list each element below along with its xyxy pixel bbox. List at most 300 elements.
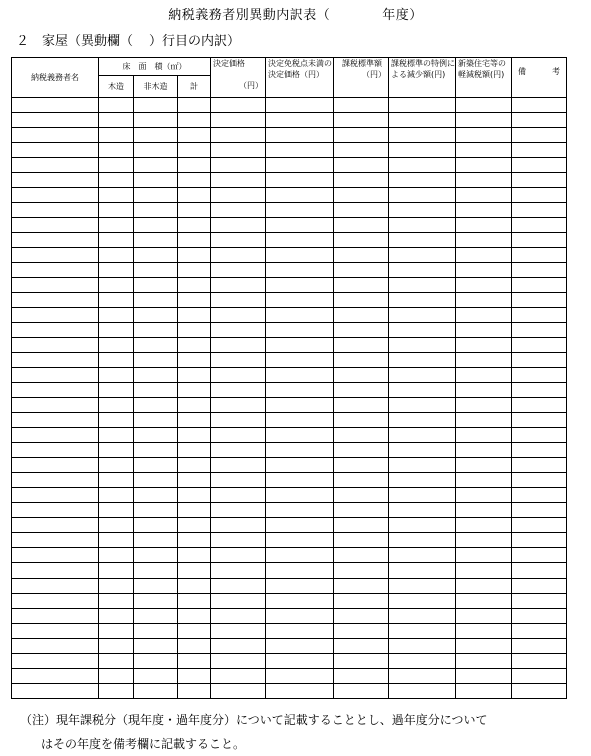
table-cell[interactable] (178, 638, 211, 653)
table-cell[interactable] (389, 218, 456, 233)
table-cell[interactable] (266, 683, 334, 698)
table-cell[interactable] (211, 473, 266, 488)
table-cell[interactable] (99, 263, 134, 278)
table-cell[interactable] (178, 218, 211, 233)
table-cell[interactable] (334, 638, 389, 653)
table-cell[interactable] (456, 323, 512, 338)
table-cell[interactable] (334, 383, 389, 398)
table-cell[interactable] (389, 533, 456, 548)
table-cell[interactable] (12, 323, 99, 338)
table-cell[interactable] (266, 308, 334, 323)
table-cell[interactable] (134, 188, 178, 203)
table-cell[interactable] (178, 173, 211, 188)
table-cell[interactable] (456, 428, 512, 443)
table-cell[interactable] (389, 473, 456, 488)
table-cell[interactable] (134, 98, 178, 113)
table-cell[interactable] (134, 638, 178, 653)
table-cell[interactable] (134, 518, 178, 533)
table-cell[interactable] (134, 488, 178, 503)
table-cell[interactable] (266, 353, 334, 368)
table-cell[interactable] (12, 173, 99, 188)
table-cell[interactable] (134, 143, 178, 158)
table-cell[interactable] (12, 203, 99, 218)
table-cell[interactable] (456, 398, 512, 413)
table-cell[interactable] (266, 128, 334, 143)
table-cell[interactable] (178, 413, 211, 428)
table-cell[interactable] (334, 593, 389, 608)
table-cell[interactable] (99, 113, 134, 128)
table-cell[interactable] (12, 443, 99, 458)
table-cell[interactable] (12, 218, 99, 233)
table-cell[interactable] (178, 293, 211, 308)
table-cell[interactable] (99, 143, 134, 158)
table-cell[interactable] (211, 623, 266, 638)
table-cell[interactable] (134, 503, 178, 518)
table-cell[interactable] (12, 143, 99, 158)
table-cell[interactable] (99, 533, 134, 548)
table-cell[interactable] (211, 278, 266, 293)
table-cell[interactable] (512, 458, 567, 473)
table-cell[interactable] (99, 608, 134, 623)
table-cell[interactable] (266, 203, 334, 218)
table-cell[interactable] (456, 518, 512, 533)
table-cell[interactable] (456, 668, 512, 683)
table-cell[interactable] (334, 203, 389, 218)
table-cell[interactable] (134, 323, 178, 338)
table-cell[interactable] (389, 98, 456, 113)
table-cell[interactable] (266, 488, 334, 503)
table-cell[interactable] (456, 203, 512, 218)
table-cell[interactable] (512, 98, 567, 113)
table-cell[interactable] (389, 488, 456, 503)
table-cell[interactable] (512, 563, 567, 578)
table-cell[interactable] (12, 188, 99, 203)
table-cell[interactable] (99, 413, 134, 428)
table-cell[interactable] (99, 353, 134, 368)
table-cell[interactable] (12, 413, 99, 428)
table-cell[interactable] (512, 398, 567, 413)
table-cell[interactable] (178, 518, 211, 533)
table-cell[interactable] (389, 338, 456, 353)
table-cell[interactable] (456, 638, 512, 653)
table-cell[interactable] (211, 683, 266, 698)
table-cell[interactable] (211, 203, 266, 218)
table-cell[interactable] (178, 623, 211, 638)
table-cell[interactable] (134, 623, 178, 638)
table-cell[interactable] (134, 113, 178, 128)
table-cell[interactable] (334, 533, 389, 548)
table-cell[interactable] (266, 338, 334, 353)
table-cell[interactable] (178, 323, 211, 338)
table-cell[interactable] (178, 368, 211, 383)
table-cell[interactable] (12, 458, 99, 473)
table-cell[interactable] (99, 653, 134, 668)
table-cell[interactable] (334, 263, 389, 278)
table-cell[interactable] (266, 608, 334, 623)
table-cell[interactable] (134, 248, 178, 263)
table-cell[interactable] (334, 143, 389, 158)
table-cell[interactable] (512, 173, 567, 188)
table-cell[interactable] (266, 188, 334, 203)
table-cell[interactable] (266, 218, 334, 233)
table-cell[interactable] (334, 608, 389, 623)
table-cell[interactable] (456, 383, 512, 398)
table-cell[interactable] (389, 428, 456, 443)
table-cell[interactable] (456, 113, 512, 128)
table-cell[interactable] (456, 488, 512, 503)
table-cell[interactable] (334, 668, 389, 683)
table-cell[interactable] (178, 308, 211, 323)
table-cell[interactable] (512, 263, 567, 278)
table-cell[interactable] (389, 233, 456, 248)
table-cell[interactable] (134, 308, 178, 323)
table-cell[interactable] (12, 128, 99, 143)
table-cell[interactable] (12, 338, 99, 353)
table-cell[interactable] (178, 488, 211, 503)
table-cell[interactable] (266, 248, 334, 263)
table-cell[interactable] (12, 278, 99, 293)
table-cell[interactable] (456, 128, 512, 143)
table-cell[interactable] (178, 203, 211, 218)
table-cell[interactable] (12, 518, 99, 533)
table-cell[interactable] (512, 518, 567, 533)
table-cell[interactable] (389, 623, 456, 638)
table-cell[interactable] (512, 578, 567, 593)
table-cell[interactable] (389, 248, 456, 263)
table-cell[interactable] (389, 278, 456, 293)
table-cell[interactable] (512, 548, 567, 563)
table-cell[interactable] (178, 113, 211, 128)
table-cell[interactable] (211, 518, 266, 533)
table-cell[interactable] (334, 488, 389, 503)
table-cell[interactable] (456, 473, 512, 488)
table-cell[interactable] (456, 233, 512, 248)
table-cell[interactable] (134, 293, 178, 308)
table-cell[interactable] (12, 98, 99, 113)
table-cell[interactable] (389, 563, 456, 578)
table-cell[interactable] (266, 563, 334, 578)
table-cell[interactable] (512, 608, 567, 623)
table-cell[interactable] (334, 353, 389, 368)
table-cell[interactable] (512, 308, 567, 323)
table-cell[interactable] (266, 428, 334, 443)
table-cell[interactable] (134, 128, 178, 143)
table-cell[interactable] (211, 443, 266, 458)
table-cell[interactable] (178, 158, 211, 173)
table-cell[interactable] (334, 173, 389, 188)
table-cell[interactable] (456, 413, 512, 428)
table-cell[interactable] (211, 578, 266, 593)
table-cell[interactable] (512, 683, 567, 698)
table-cell[interactable] (334, 398, 389, 413)
table-cell[interactable] (211, 653, 266, 668)
table-cell[interactable] (456, 503, 512, 518)
table-cell[interactable] (12, 563, 99, 578)
table-cell[interactable] (134, 383, 178, 398)
table-cell[interactable] (266, 143, 334, 158)
table-cell[interactable] (211, 233, 266, 248)
table-cell[interactable] (178, 188, 211, 203)
table-cell[interactable] (456, 623, 512, 638)
table-cell[interactable] (512, 323, 567, 338)
table-cell[interactable] (211, 293, 266, 308)
table-cell[interactable] (178, 608, 211, 623)
table-cell[interactable] (211, 218, 266, 233)
table-cell[interactable] (456, 533, 512, 548)
table-cell[interactable] (134, 338, 178, 353)
table-cell[interactable] (178, 248, 211, 263)
table-cell[interactable] (211, 143, 266, 158)
table-cell[interactable] (266, 473, 334, 488)
table-cell[interactable] (389, 113, 456, 128)
table-cell[interactable] (12, 578, 99, 593)
table-cell[interactable] (334, 578, 389, 593)
table-cell[interactable] (178, 338, 211, 353)
table-cell[interactable] (334, 548, 389, 563)
table-cell[interactable] (178, 143, 211, 158)
table-cell[interactable] (334, 248, 389, 263)
table-cell[interactable] (134, 563, 178, 578)
table-cell[interactable] (334, 98, 389, 113)
table-cell[interactable] (389, 638, 456, 653)
table-cell[interactable] (178, 383, 211, 398)
table-cell[interactable] (456, 458, 512, 473)
table-cell[interactable] (211, 428, 266, 443)
table-cell[interactable] (99, 128, 134, 143)
table-cell[interactable] (512, 338, 567, 353)
table-cell[interactable] (266, 293, 334, 308)
table-cell[interactable] (134, 548, 178, 563)
table-cell[interactable] (456, 308, 512, 323)
table-cell[interactable] (12, 308, 99, 323)
table-cell[interactable] (512, 368, 567, 383)
table-cell[interactable] (334, 233, 389, 248)
table-cell[interactable] (99, 323, 134, 338)
table-cell[interactable] (134, 353, 178, 368)
table-cell[interactable] (99, 173, 134, 188)
table-cell[interactable] (334, 113, 389, 128)
table-cell[interactable] (12, 638, 99, 653)
table-cell[interactable] (99, 623, 134, 638)
table-cell[interactable] (12, 428, 99, 443)
table-cell[interactable] (389, 578, 456, 593)
table-cell[interactable] (389, 158, 456, 173)
table-cell[interactable] (389, 188, 456, 203)
table-cell[interactable] (456, 143, 512, 158)
table-cell[interactable] (99, 578, 134, 593)
table-cell[interactable] (211, 173, 266, 188)
table-cell[interactable] (99, 233, 134, 248)
table-cell[interactable] (211, 668, 266, 683)
table-cell[interactable] (211, 398, 266, 413)
table-cell[interactable] (99, 668, 134, 683)
table-cell[interactable] (99, 548, 134, 563)
table-cell[interactable] (178, 593, 211, 608)
table-cell[interactable] (12, 533, 99, 548)
table-cell[interactable] (456, 293, 512, 308)
table-cell[interactable] (456, 338, 512, 353)
table-cell[interactable] (211, 533, 266, 548)
table-cell[interactable] (12, 353, 99, 368)
table-cell[interactable] (389, 128, 456, 143)
table-cell[interactable] (99, 428, 134, 443)
table-cell[interactable] (512, 473, 567, 488)
table-cell[interactable] (456, 98, 512, 113)
table-cell[interactable] (456, 368, 512, 383)
table-cell[interactable] (266, 578, 334, 593)
table-cell[interactable] (99, 383, 134, 398)
table-cell[interactable] (266, 158, 334, 173)
table-cell[interactable] (134, 413, 178, 428)
table-cell[interactable] (456, 173, 512, 188)
table-cell[interactable] (211, 638, 266, 653)
table-cell[interactable] (12, 233, 99, 248)
table-cell[interactable] (99, 443, 134, 458)
table-cell[interactable] (211, 413, 266, 428)
table-cell[interactable] (12, 548, 99, 563)
table-cell[interactable] (512, 668, 567, 683)
table-cell[interactable] (12, 593, 99, 608)
table-cell[interactable] (211, 113, 266, 128)
table-cell[interactable] (99, 248, 134, 263)
table-cell[interactable] (12, 158, 99, 173)
table-cell[interactable] (211, 98, 266, 113)
table-cell[interactable] (12, 263, 99, 278)
table-cell[interactable] (389, 458, 456, 473)
table-cell[interactable] (12, 623, 99, 638)
table-cell[interactable] (178, 548, 211, 563)
table-cell[interactable] (211, 248, 266, 263)
table-cell[interactable] (178, 578, 211, 593)
table-cell[interactable] (389, 413, 456, 428)
table-cell[interactable] (178, 278, 211, 293)
table-cell[interactable] (99, 98, 134, 113)
table-cell[interactable] (334, 293, 389, 308)
table-cell[interactable] (178, 458, 211, 473)
table-cell[interactable] (512, 233, 567, 248)
table-cell[interactable] (99, 503, 134, 518)
table-cell[interactable] (512, 638, 567, 653)
table-cell[interactable] (211, 458, 266, 473)
table-cell[interactable] (456, 593, 512, 608)
table-cell[interactable] (389, 203, 456, 218)
table-cell[interactable] (178, 503, 211, 518)
table-cell[interactable] (334, 368, 389, 383)
table-cell[interactable] (456, 443, 512, 458)
table-cell[interactable] (211, 308, 266, 323)
table-cell[interactable] (134, 683, 178, 698)
table-cell[interactable] (134, 368, 178, 383)
table-cell[interactable] (334, 338, 389, 353)
table-cell[interactable] (211, 158, 266, 173)
table-cell[interactable] (389, 368, 456, 383)
table-cell[interactable] (134, 263, 178, 278)
table-cell[interactable] (456, 563, 512, 578)
table-cell[interactable] (266, 668, 334, 683)
table-cell[interactable] (456, 683, 512, 698)
table-cell[interactable] (266, 398, 334, 413)
table-cell[interactable] (211, 128, 266, 143)
table-cell[interactable] (178, 683, 211, 698)
table-cell[interactable] (334, 218, 389, 233)
table-cell[interactable] (456, 353, 512, 368)
table-cell[interactable] (134, 398, 178, 413)
table-cell[interactable] (12, 683, 99, 698)
table-cell[interactable] (12, 473, 99, 488)
table-cell[interactable] (211, 188, 266, 203)
table-cell[interactable] (178, 653, 211, 668)
table-cell[interactable] (266, 653, 334, 668)
table-cell[interactable] (178, 473, 211, 488)
table-cell[interactable] (512, 218, 567, 233)
table-cell[interactable] (389, 608, 456, 623)
table-cell[interactable] (134, 158, 178, 173)
table-cell[interactable] (389, 143, 456, 158)
table-cell[interactable] (211, 338, 266, 353)
table-cell[interactable] (266, 533, 334, 548)
table-cell[interactable] (12, 398, 99, 413)
table-cell[interactable] (334, 683, 389, 698)
table-cell[interactable] (389, 503, 456, 518)
table-cell[interactable] (99, 638, 134, 653)
table-cell[interactable] (99, 473, 134, 488)
table-cell[interactable] (12, 608, 99, 623)
table-cell[interactable] (211, 383, 266, 398)
table-cell[interactable] (334, 428, 389, 443)
table-cell[interactable] (334, 563, 389, 578)
table-cell[interactable] (266, 458, 334, 473)
table-cell[interactable] (389, 173, 456, 188)
table-cell[interactable] (134, 278, 178, 293)
table-cell[interactable] (211, 563, 266, 578)
table-cell[interactable] (266, 233, 334, 248)
table-cell[interactable] (456, 653, 512, 668)
table-cell[interactable] (178, 353, 211, 368)
table-cell[interactable] (99, 158, 134, 173)
table-cell[interactable] (512, 188, 567, 203)
table-cell[interactable] (334, 518, 389, 533)
table-cell[interactable] (389, 683, 456, 698)
table-cell[interactable] (456, 278, 512, 293)
table-cell[interactable] (512, 503, 567, 518)
table-cell[interactable] (12, 113, 99, 128)
table-cell[interactable] (456, 263, 512, 278)
table-cell[interactable] (99, 563, 134, 578)
table-cell[interactable] (334, 128, 389, 143)
table-cell[interactable] (99, 218, 134, 233)
table-cell[interactable] (99, 203, 134, 218)
table-cell[interactable] (334, 503, 389, 518)
table-cell[interactable] (12, 668, 99, 683)
table-cell[interactable] (334, 458, 389, 473)
table-cell[interactable] (266, 593, 334, 608)
table-cell[interactable] (134, 173, 178, 188)
table-cell[interactable] (12, 368, 99, 383)
table-cell[interactable] (178, 128, 211, 143)
table-cell[interactable] (334, 323, 389, 338)
table-cell[interactable] (266, 638, 334, 653)
table-cell[interactable] (178, 233, 211, 248)
table-cell[interactable] (512, 278, 567, 293)
table-cell[interactable] (211, 488, 266, 503)
table-cell[interactable] (99, 308, 134, 323)
table-cell[interactable] (512, 158, 567, 173)
table-cell[interactable] (266, 383, 334, 398)
table-cell[interactable] (512, 248, 567, 263)
table-cell[interactable] (134, 203, 178, 218)
table-cell[interactable] (99, 458, 134, 473)
table-cell[interactable] (134, 668, 178, 683)
